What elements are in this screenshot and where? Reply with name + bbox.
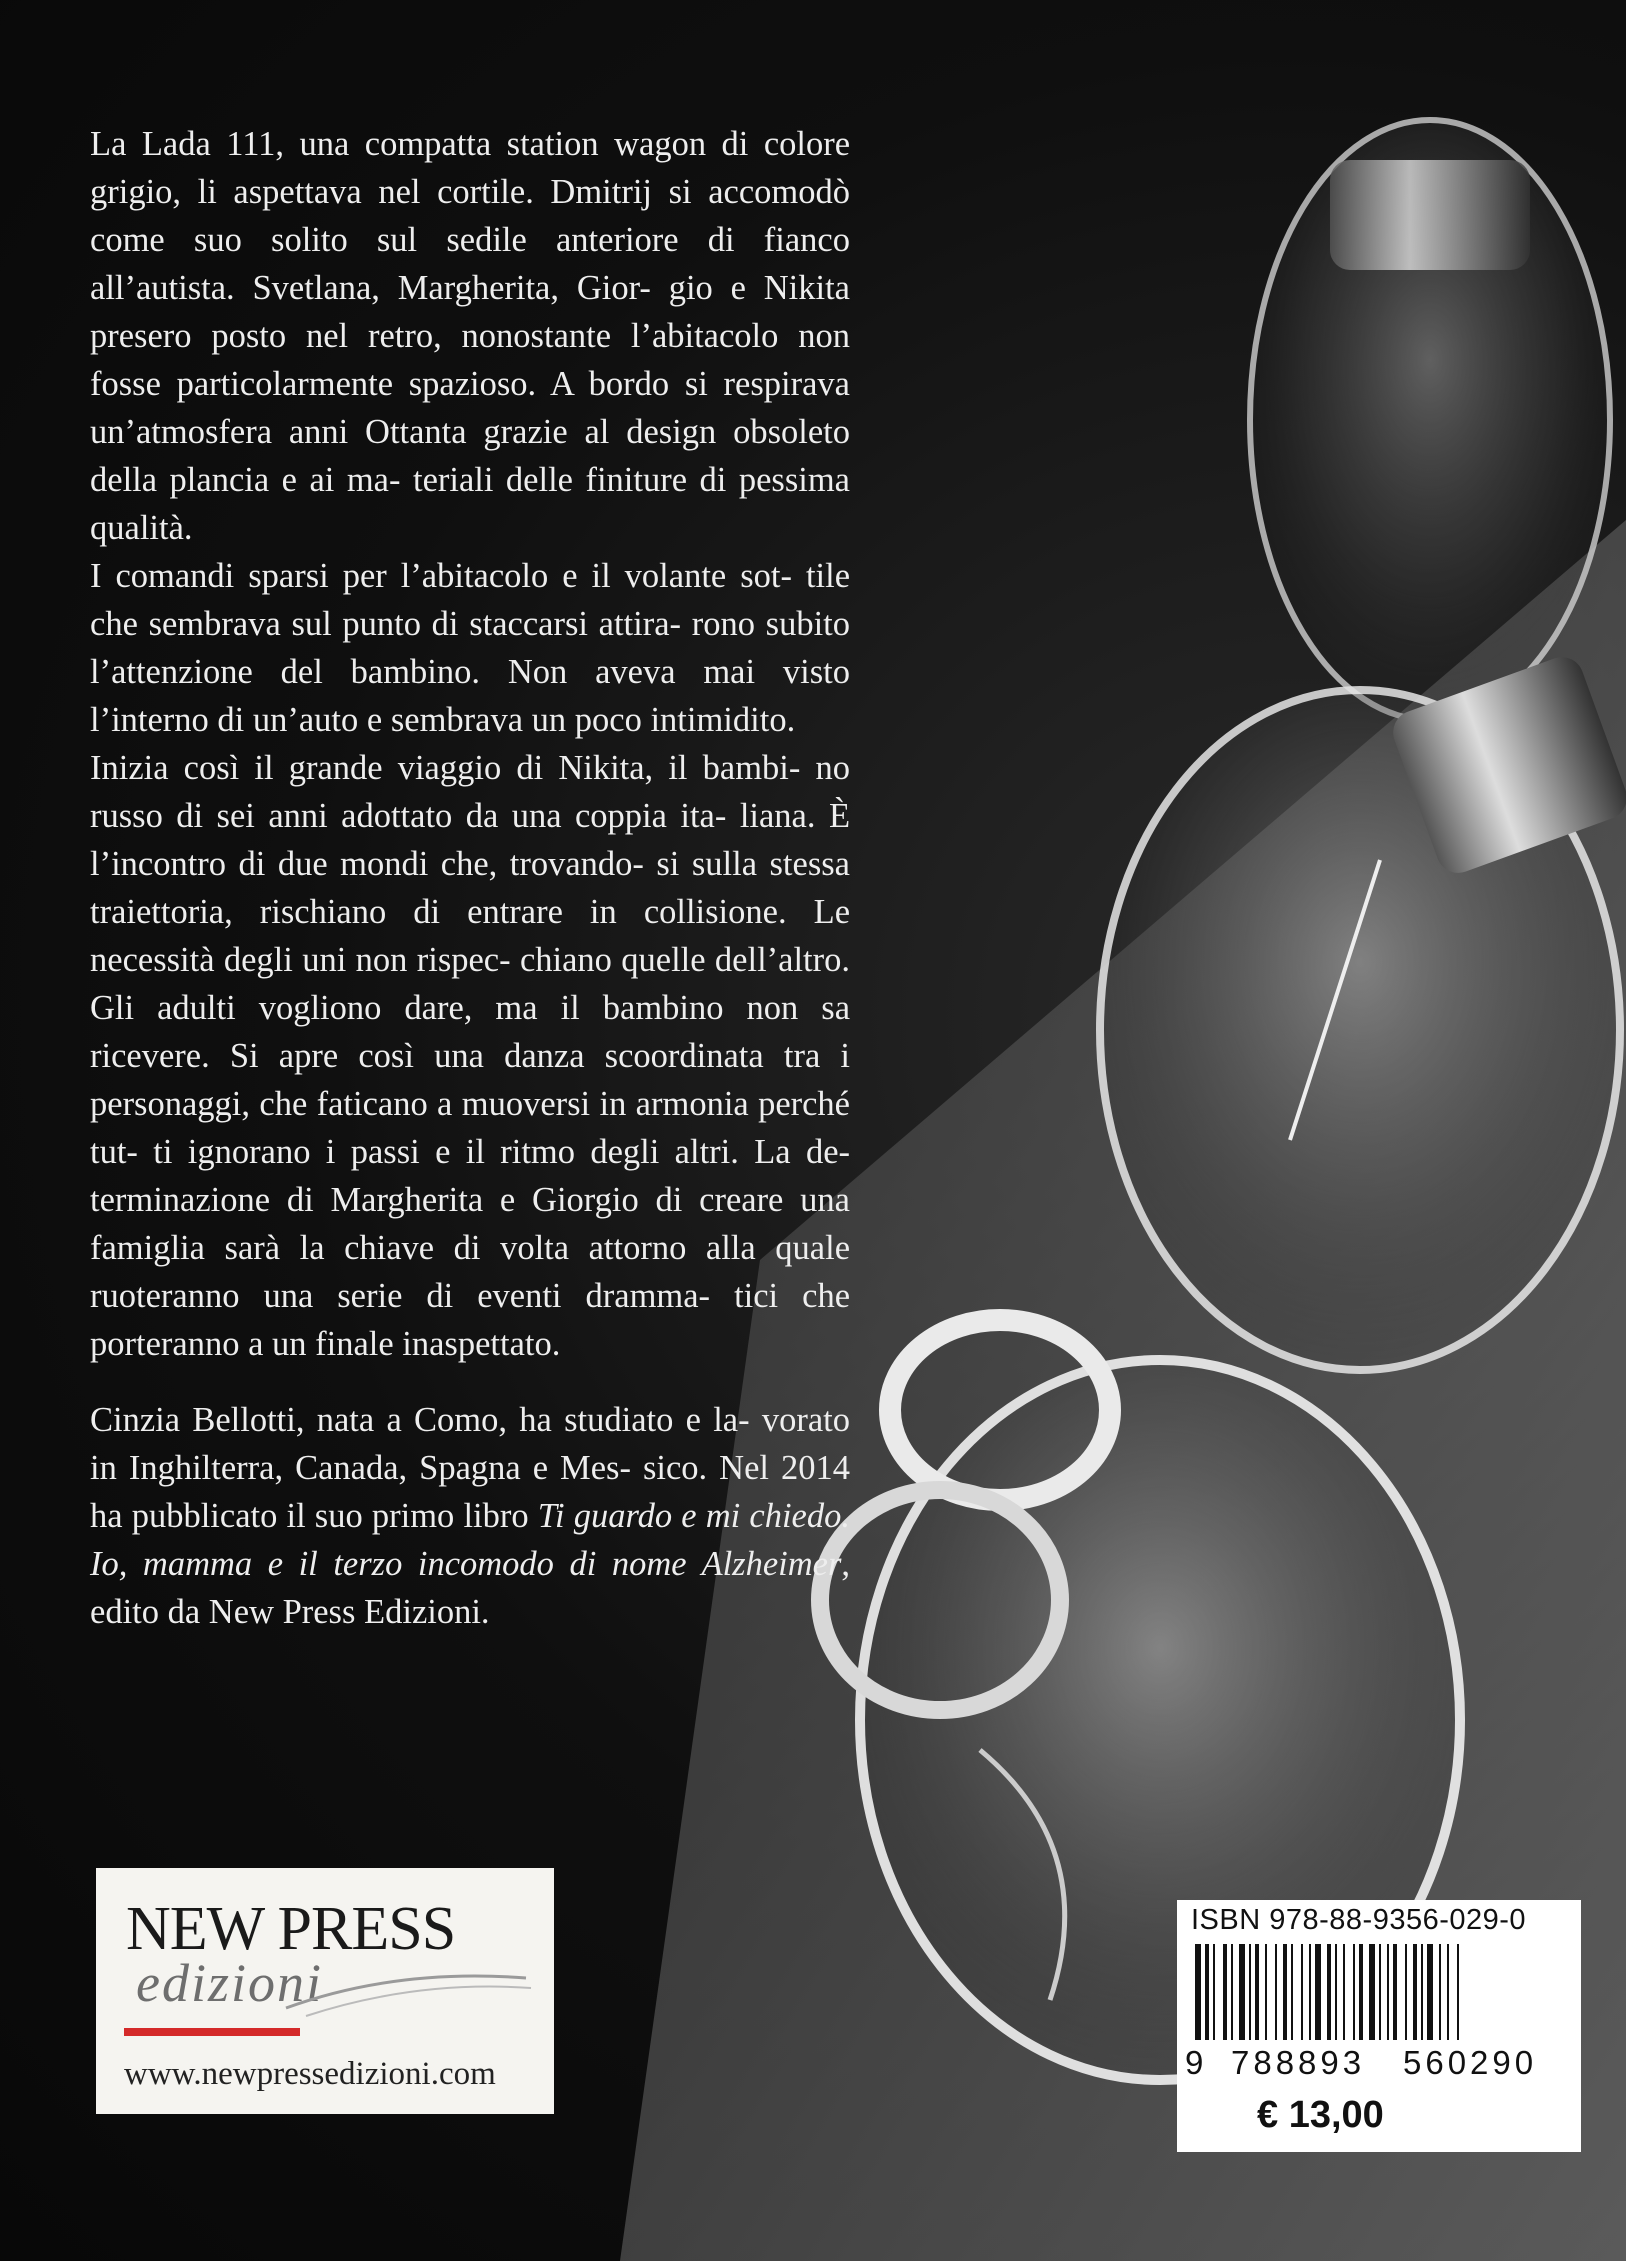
swoosh-icon bbox=[276, 1958, 536, 2028]
price: € 13,00 bbox=[1257, 2094, 1384, 2136]
text-line: libro bbox=[463, 1497, 538, 1535]
text-line: aveva mai visto l’interno di un’auto e sembrava bbox=[90, 653, 850, 739]
text-line: un poco intimidito. bbox=[531, 701, 796, 739]
text-line: che faticano a muoversi in armonia perché tut- bbox=[90, 1085, 850, 1171]
synopsis-paragraph-3 bbox=[90, 744, 850, 1368]
text-line: teriali delle finiture di pessima qualità. bbox=[90, 461, 850, 547]
synopsis-paragraph-1 bbox=[90, 120, 850, 552]
text-line: colore grigio, li aspettava nel cortile. Dmitrij si bbox=[90, 125, 851, 211]
text-line: I comandi sparsi per l’abitacolo e il volante sot- bbox=[90, 557, 792, 595]
text-line: così una danza scoordinata tra i personaggi, bbox=[90, 1037, 851, 1123]
text-line: chiano quelle dell’altro. Gli adulti vogliono bbox=[90, 941, 850, 1027]
text-line: tile che sembrava sul punto di staccarsi attira- bbox=[90, 557, 851, 643]
text-line: dare, ma il bambino non sa ricevere. Si apre bbox=[90, 989, 851, 1075]
text-line: liana. È l’incontro di due mondi che, trovando- bbox=[90, 797, 851, 883]
text-line: di fianco all’autista. Svetlana, Margherita, Gior- bbox=[90, 221, 850, 307]
publisher-subtitle: edizioni bbox=[136, 1953, 323, 2013]
isbn-number: ISBN 978-88-9356-029-0 bbox=[1191, 1904, 1527, 1936]
book-title-italic: terzo incomodo di nome Alzheimer bbox=[333, 1545, 842, 1583]
text-line: l’abitacolo non fosse particolarmente spazioso. bbox=[90, 317, 850, 403]
synopsis-paragraph-2 bbox=[90, 552, 850, 744]
text-line: rono subito l’attenzione del bambino. Non bbox=[90, 605, 850, 691]
text-line: tici che porteranno a un finale inaspettato. bbox=[90, 1277, 851, 1363]
barcode-icon bbox=[1191, 1944, 1567, 2044]
barcode-digits-right: 560290 bbox=[1403, 2044, 1538, 2081]
text-line: , edito da bbox=[90, 1545, 851, 1631]
text-line: Cinzia Bellotti, nata a Como, ha studiato e la- bbox=[90, 1401, 750, 1439]
isbn-barcode-label bbox=[1177, 1900, 1581, 2152]
author-bio bbox=[90, 1396, 850, 1636]
back-cover-blurb bbox=[90, 120, 850, 1636]
text-line: accomodò come suo solito sul sedile anteriore bbox=[90, 173, 851, 259]
text-line: ti ignorano i passi e il ritmo degli altri. La de- bbox=[153, 1133, 850, 1171]
text-line: gio e Nikita presero posto nel retro, nonostante bbox=[90, 269, 850, 355]
publisher-name: NEW PRESS bbox=[126, 1895, 456, 1963]
text-line: vorato in Inghilterra, Canada, Spagna e Mes- bbox=[90, 1401, 851, 1487]
text-line: sico. Nel 2014 ha pubblicato il suo primo bbox=[90, 1449, 850, 1535]
book-title-italic: Ti guardo e mi chiedo. Io, mamma e il bbox=[90, 1497, 850, 1583]
text-line: Inizia così il grande viaggio di Nikita, il bambi- bbox=[90, 749, 801, 787]
text-line: La Lada 111, una compatta station wagon di bbox=[90, 125, 749, 163]
text-line: quale ruoteranno una serie di eventi dramma- bbox=[90, 1229, 851, 1315]
text-line: collisione. Le necessità degli uni non rispec- bbox=[90, 893, 851, 979]
text-line: A bordo si respirava un’atmosfera anni Ottanta bbox=[90, 365, 850, 451]
barcode-digit-first: 9 bbox=[1185, 2044, 1204, 2081]
barcode-digits-left: 788893 bbox=[1231, 2044, 1366, 2081]
publisher-url: www.newpressedizioni.com bbox=[124, 2056, 496, 2092]
publisher-logo bbox=[96, 1868, 554, 2114]
text-line: New Press Edizioni. bbox=[208, 1593, 490, 1631]
accent-bar bbox=[124, 2028, 300, 2036]
text-line: terminazione di Margherita e Giorgio di creare bbox=[90, 1181, 784, 1219]
text-line: una famiglia sarà la chiave di volta attorno alla bbox=[90, 1181, 850, 1267]
text-line: no russo di sei anni adottato da una coppia ita- bbox=[90, 749, 851, 835]
text-line: si sulla stessa traiettoria, rischiano di entrare in bbox=[90, 845, 850, 931]
text-line: grazie al design obsoleto della plancia e ai ma- bbox=[90, 413, 850, 499]
